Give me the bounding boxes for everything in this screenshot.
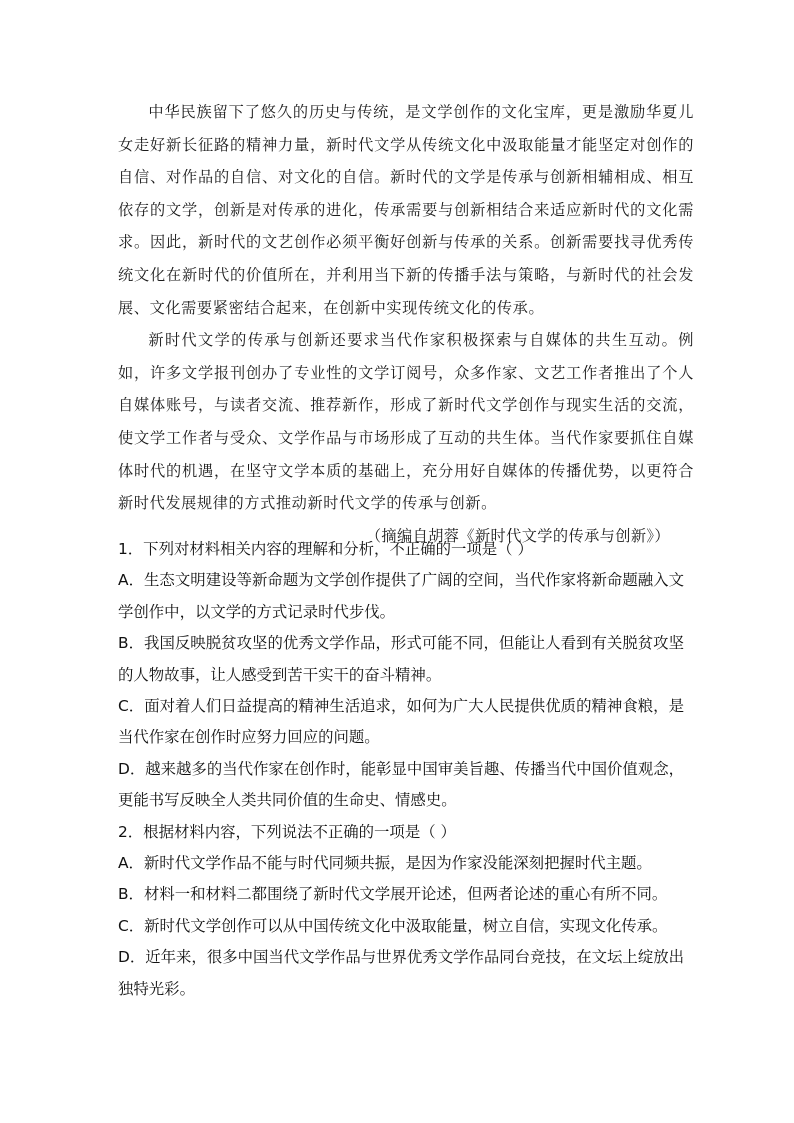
passage-paragraph-2: 新时代文学的传承与创新还要求当代作家积极探索与自媒体的共生互动。例如，许多文学报刊创办了专业性的文学订阅号，众多作家、文艺工作者推出了个人自媒体账号，与读者交流、推荐新作，形成了新时代文学创作与现实生活的交流，使文学工作者与受众、文学作品与市场形成了互动的共生体。当代作家要抓住自媒体时代的机遇，在坚守文学本质的基础上，充分用好自媒体的传播优势，以更符合新时代发展规律的方式推动新时代文学的传承与创新。 [118,331,694,513]
question-2-stem: 2．根据材料内容，下列说法不正确的一项是（ ） [118,822,456,841]
question-1-option-d: D．越来越多的当代作家在创作时，能彰显中国审美旨趣、传播当代中国价值观念，更能书写反映全人类共同价值的生命史、情感史。 [118,759,684,810]
question-2-option-b: B．材料一和材料二都围绕了新时代文学展开论述，但两者论述的重心有所不同。 [118,885,668,904]
question-1-stem: 1．下列对材料相关内容的理解和分析，不正确的一项是（ ） [118,540,533,558]
question-2-option-d: D．近年来，很多中国当代文学作品与世界优秀文学作品同台竞技，在文坛上绽放出独特光彩。 [118,948,684,998]
passage-paragraph-1: 中华民族留下了悠久的历史与传统，是文学创作的文化宝库，更是激励华夏儿女走好新长征路的精神力量，新时代文学从传统文化中汲取能量才能坚定对创作的自信、对作品的自信、对文化的自信。新时代的文学是传承与创新相辅相成、相互依存的文学，创新是对传承的进化，传承需要与创新相结合来适应新时代的文化需求。因此，新时代的文艺创作必须平衡好创新与传承的关系。创新需要找寻优秀传统文化在新时代的价值所在，并利用当下新的传播手法与策略，与新时代的社会发展、文化需要紧密结合起来，在创新中实现传统文化的传承。 [118,103,694,317]
question-1-option-c: C．面对着人们日益提高的精神生活追求，如何为广大人民提供优质的精神食粮，是当代作家在创作时应努力回应的问题。 [118,697,684,747]
question-2-option-a: A．新时代文学作品不能与时代同频共振，是因为作家没能深刻把握时代主题。 [118,854,652,873]
question-list [118,534,684,1005]
question-1 [118,534,684,817]
question-1-option-b: B．我国反映脱贫攻坚的优秀文学作品，形式可能不同，但能让人看到有关脱贫攻坚的人物故事，让人感受到苦干实干的奋斗精神。 [118,634,684,684]
reading-passage [118,96,694,552]
question-1-option-a: A．生态文明建设等新命题为文学创作提供了广阔的空间，当代作家将新命题融入文学创作中，以文学的方式记录时代步伐。 [118,571,684,621]
question-2-option-c: C．新时代文学创作可以从中国传统文化中汲取能量，树立自信，实现文化传承。 [118,916,668,935]
question-2 [118,817,684,1005]
passage-source: （摘编自胡蓉《新时代文学的传承与创新》） [365,526,670,545]
